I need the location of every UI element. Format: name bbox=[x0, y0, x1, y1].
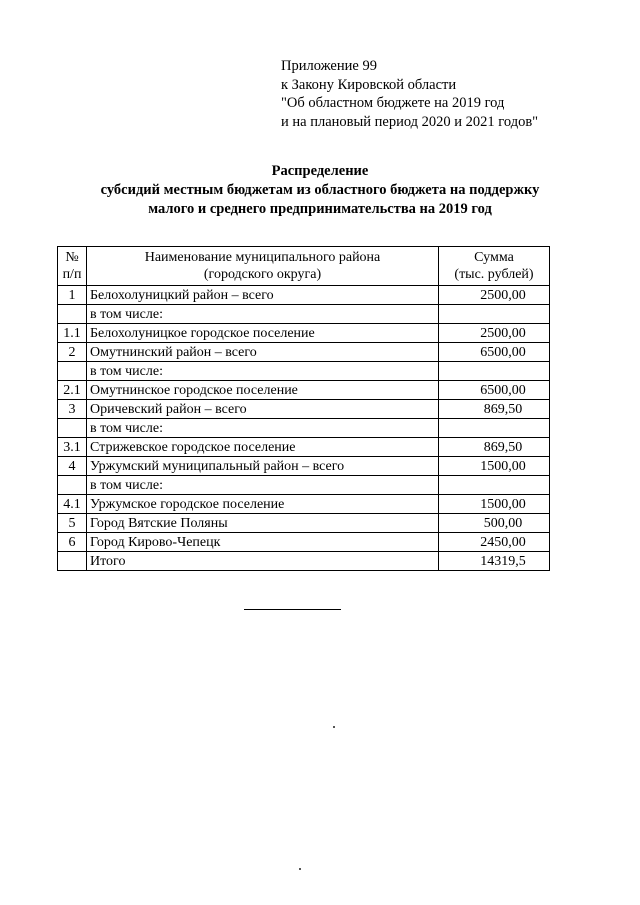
row-name: Итого bbox=[87, 552, 439, 571]
row-name: Стрижевское городское поселение bbox=[87, 438, 439, 457]
table-row bbox=[58, 324, 550, 343]
row-sum bbox=[439, 533, 550, 552]
row-name: Уржумский муниципальный район – всего bbox=[87, 457, 439, 476]
row-sum-value: 6500,00 bbox=[480, 382, 526, 398]
header-name bbox=[87, 247, 439, 286]
annex-line: к Закону Кировской области bbox=[281, 76, 457, 93]
row-sum bbox=[439, 495, 550, 514]
row-number: 5 bbox=[58, 514, 87, 533]
header-number-line: № bbox=[65, 250, 79, 265]
row-sum-value: 2500,00 bbox=[480, 287, 526, 303]
title-line: Распределение bbox=[271, 163, 369, 179]
row-number bbox=[58, 552, 87, 571]
row-sum bbox=[439, 552, 550, 571]
row-sum-value: 869,50 bbox=[483, 401, 523, 417]
row-sum bbox=[439, 381, 550, 400]
table-row bbox=[58, 476, 550, 495]
row-name: Омутнинский район – всего bbox=[87, 343, 439, 362]
scan-speck bbox=[333, 726, 335, 728]
document-title bbox=[0, 162, 640, 219]
row-name: Оричевский район – всего bbox=[87, 400, 439, 419]
closing-rule bbox=[244, 609, 341, 610]
table-row bbox=[58, 362, 550, 381]
row-sum bbox=[439, 457, 550, 476]
row-sum-value: 14319,5 bbox=[480, 553, 526, 569]
table-row bbox=[58, 286, 550, 305]
header-number bbox=[58, 247, 87, 286]
row-name: Омутнинское городское поселение bbox=[87, 381, 439, 400]
row-number: 3.1 bbox=[58, 438, 87, 457]
annex-line: и на плановый период 2020 и 2021 годов" bbox=[281, 113, 539, 130]
table-row bbox=[58, 533, 550, 552]
row-number: 4 bbox=[58, 457, 87, 476]
title-line: субсидий местным бюджетам из областного бюджета на поддержку bbox=[100, 182, 540, 198]
row-name: в том числе: bbox=[87, 305, 439, 324]
row-name: Город Вятские Поляны bbox=[87, 514, 439, 533]
row-number bbox=[58, 362, 87, 381]
row-sum-value: 500,00 bbox=[483, 515, 523, 531]
table-row bbox=[58, 514, 550, 533]
header-sum-line: (тыс. рублей) bbox=[454, 267, 534, 282]
header-name-line: (городского округа) bbox=[203, 267, 322, 282]
row-sum bbox=[439, 400, 550, 419]
header-name-line: Наименование муниципального района bbox=[144, 250, 381, 265]
row-sum bbox=[439, 514, 550, 533]
annex-header bbox=[281, 57, 538, 131]
row-number bbox=[58, 305, 87, 324]
header-number-line: п/п bbox=[62, 267, 82, 282]
row-sum bbox=[439, 476, 550, 495]
scan-speck bbox=[299, 868, 301, 870]
row-number: 2.1 bbox=[58, 381, 87, 400]
row-name: Уржумское городское поселение bbox=[87, 495, 439, 514]
table-row bbox=[58, 495, 550, 514]
row-sum-value: 6500,00 bbox=[480, 344, 526, 360]
table-header-row bbox=[58, 247, 550, 286]
row-name: в том числе: bbox=[87, 419, 439, 438]
row-number: 4.1 bbox=[58, 495, 87, 514]
title-line: малого и среднего предпринимательства на 2019 год bbox=[148, 201, 492, 217]
row-sum bbox=[439, 324, 550, 343]
table-row bbox=[58, 419, 550, 438]
table-row bbox=[58, 552, 550, 571]
row-sum bbox=[439, 419, 550, 438]
row-name: Белохолуницкий район – всего bbox=[87, 286, 439, 305]
row-number bbox=[58, 476, 87, 495]
row-number bbox=[58, 419, 87, 438]
header-sum bbox=[439, 247, 550, 286]
row-sum bbox=[439, 343, 550, 362]
row-sum-value: 1500,00 bbox=[480, 496, 526, 512]
row-number: 3 bbox=[58, 400, 87, 419]
row-sum-value: 1500,00 bbox=[480, 458, 526, 474]
table-body bbox=[58, 286, 550, 571]
table-row bbox=[58, 438, 550, 457]
table-row bbox=[58, 343, 550, 362]
row-sum bbox=[439, 438, 550, 457]
row-sum bbox=[439, 286, 550, 305]
row-sum-value: 2500,00 bbox=[480, 325, 526, 341]
table-row bbox=[58, 305, 550, 324]
table-row bbox=[58, 457, 550, 476]
row-name: в том числе: bbox=[87, 362, 439, 381]
table-row bbox=[58, 400, 550, 419]
row-number: 6 bbox=[58, 533, 87, 552]
table-row bbox=[58, 381, 550, 400]
row-sum bbox=[439, 362, 550, 381]
row-name: Белохолуницкое городское поселение bbox=[87, 324, 439, 343]
row-sum-value: 869,50 bbox=[483, 439, 523, 455]
annex-line: Приложение 99 bbox=[281, 58, 377, 74]
row-sum-value: 2450,00 bbox=[480, 534, 526, 550]
row-sum bbox=[439, 305, 550, 324]
annex-line: "Об областном бюджете на 2019 год bbox=[281, 95, 505, 111]
row-name: Город Кирово-Чепецк bbox=[87, 533, 439, 552]
header-sum-line: Сумма bbox=[474, 250, 514, 265]
row-number: 1.1 bbox=[58, 324, 87, 343]
row-number: 2 bbox=[58, 343, 87, 362]
row-number: 1 bbox=[58, 286, 87, 305]
row-name: в том числе: bbox=[87, 476, 439, 495]
distribution-table bbox=[57, 246, 550, 571]
